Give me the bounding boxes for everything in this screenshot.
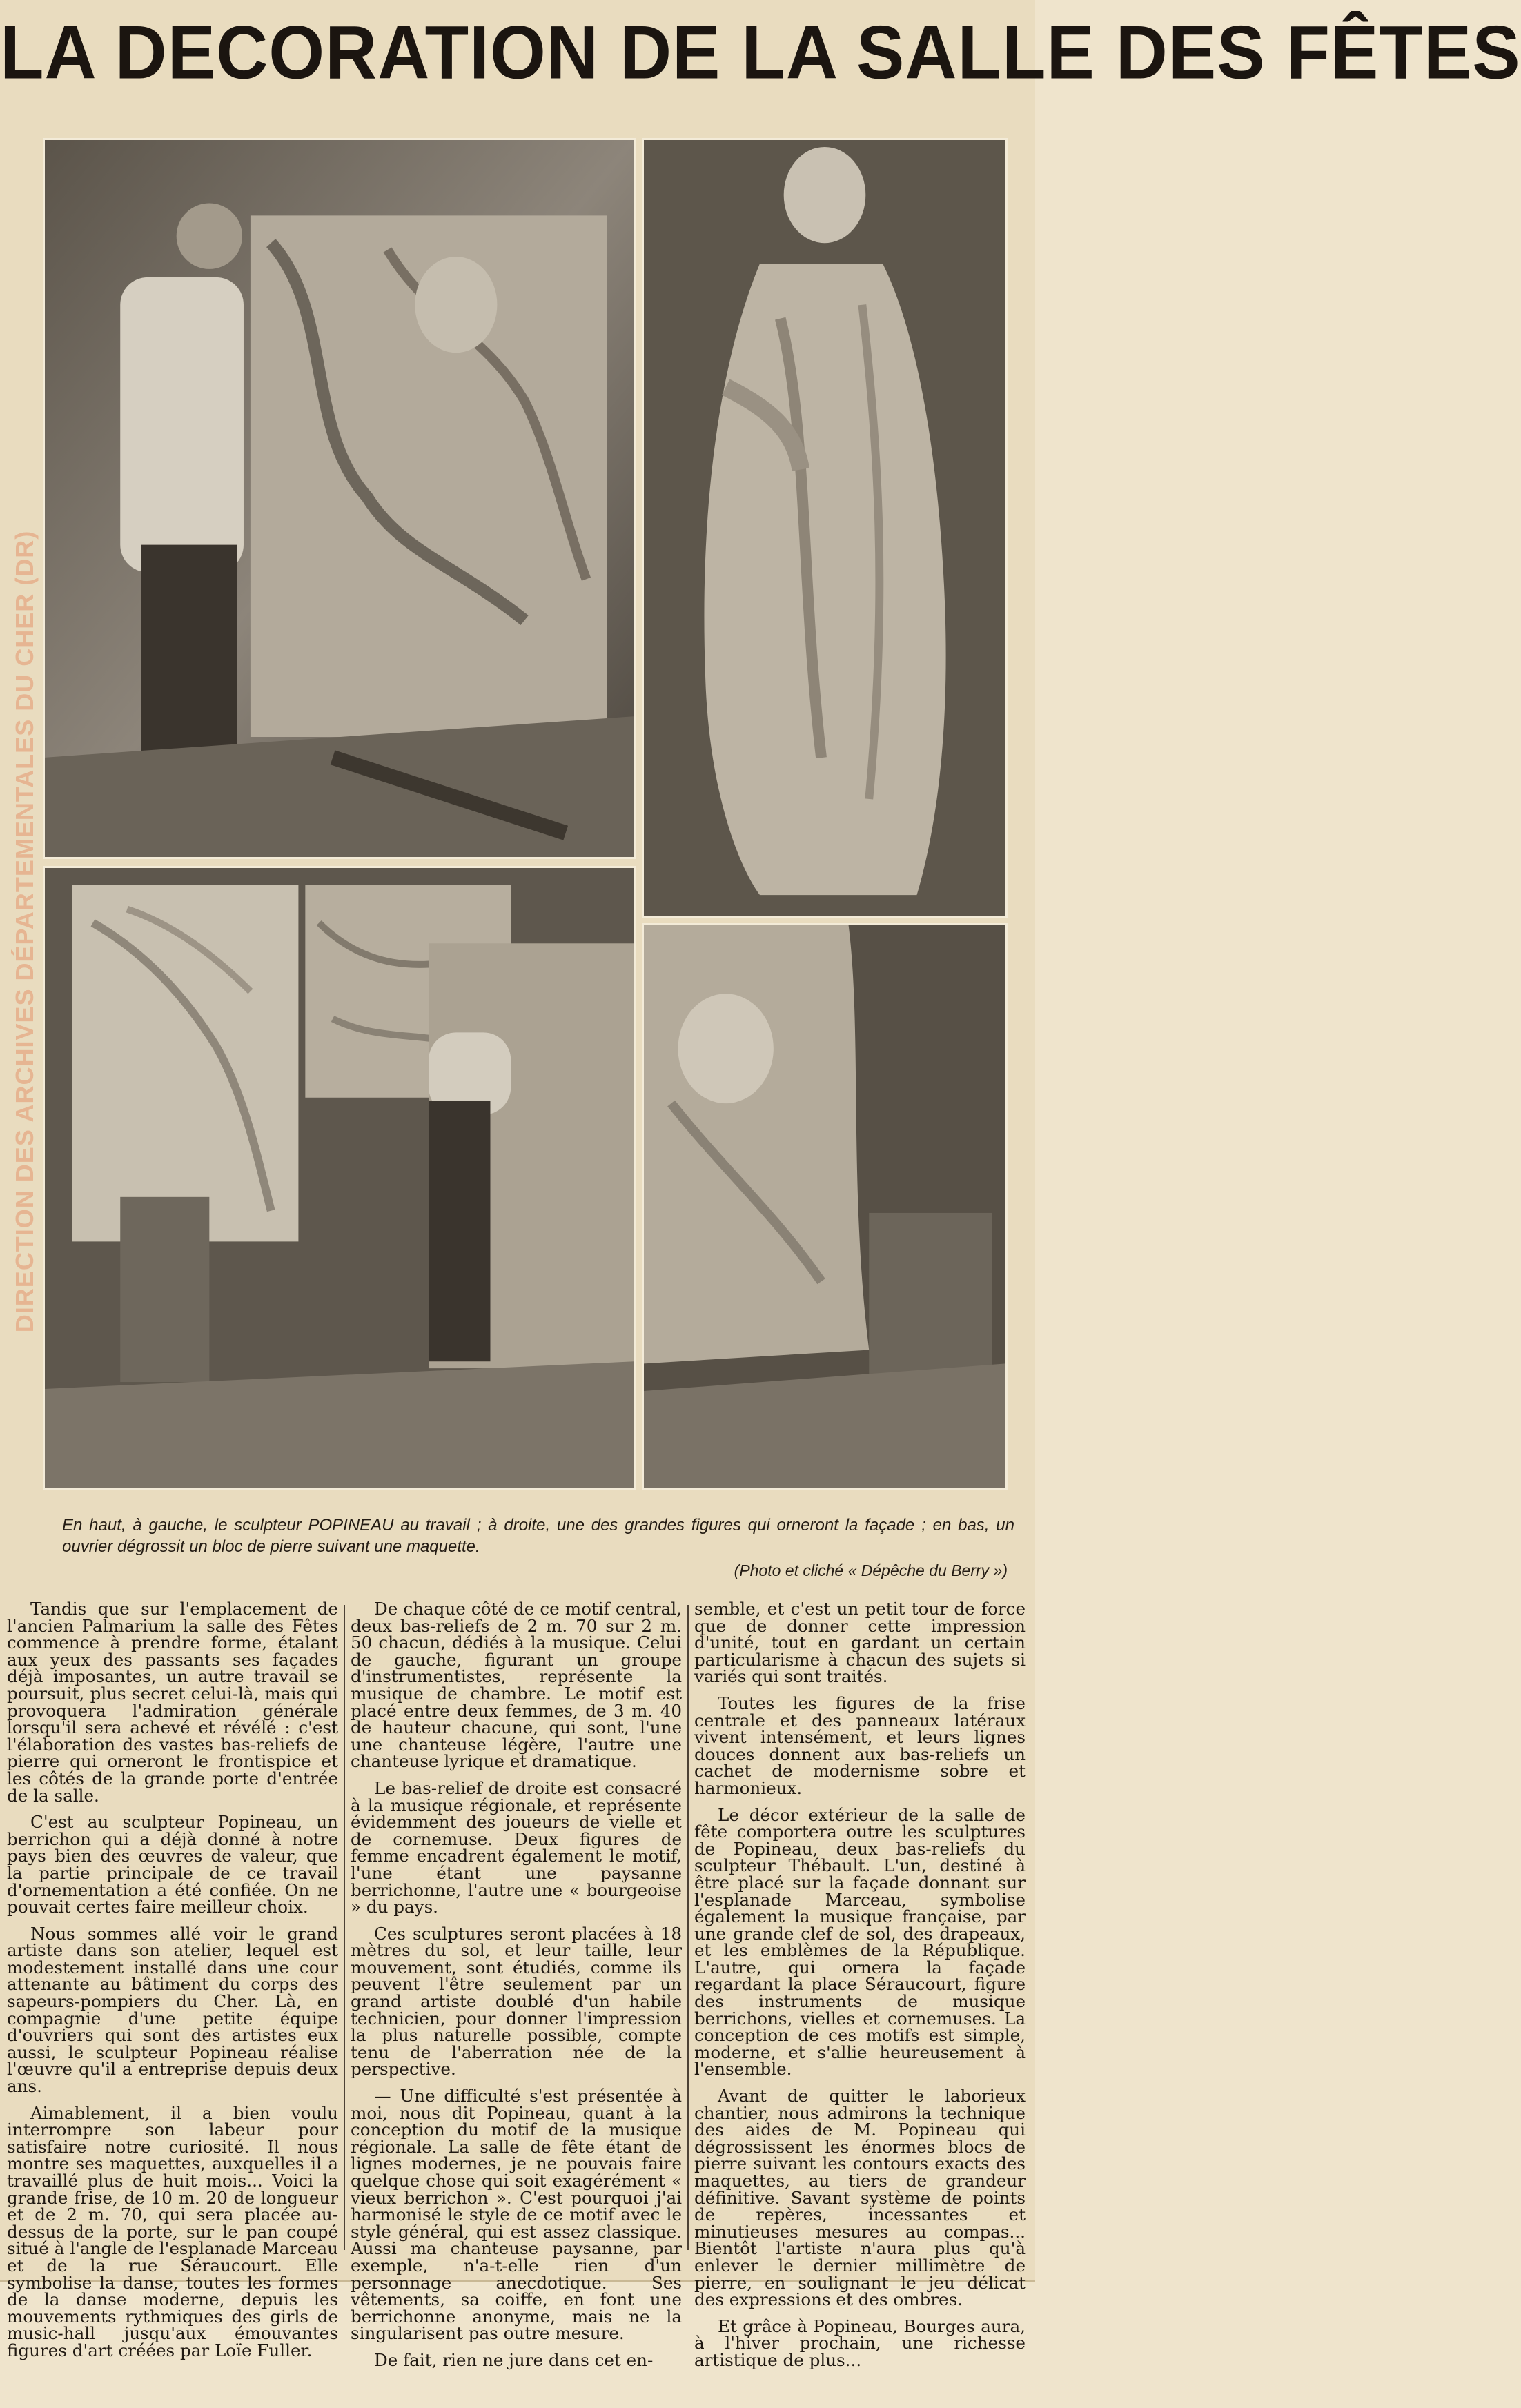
- paragraph: Toutes les figures de la frise centrale et des panneaux latéraux vivent intensément, et leurs lignes douces donnent aux bas-reliefs un cachet de modernisme sobre et harmonieux.: [694, 1692, 1026, 1798]
- photo-caption: En haut, à gauche, le sculpteur POPINEAU au travail ; à droite, une des grandes figures qui orneront la façade ; en bas, un ouvrier dégrossit un bloc de pierre suivant une maquette.: [62, 1516, 1014, 1556]
- paragraph: Tandis que sur l'emplacement de l'ancien Palmarium la salle des Fêtes commence à prendre forme, étalant aux yeux des passants ses façades déjà imposantes, un autre travail se poursuit, plus secret celui-là, mais qui provoquera l'admiration générale lorsqu'il sera achevé et révélé : c'est l'élaboration des vastes bas-reliefs de pierre qui orneront le frontispice et les côtés de la grande porte d'entrée de la salle.: [7, 1599, 338, 1806]
- paragraph: Aimablement, il a bien voulu interrompre son labeur pour satisfaire notre curiosité. Il nous montre ses maquettes, auxquelles il a travaillé plus de huit mois... Voici la grande frise, de 10 m. 20 de longueur et de 2 m. 70, qui sera placée au-dessus de la porte, sur le pan coupé situé à l'angle de l'esplanade Marceau et de la rue Séraucourt. Elle symbolise la danse, toutes les formes de la danse moderne, depuis les mouvements rythmiques des girls de music-hall jusqu'aux émouvantes figures d'art créées par Loïe Fuller.: [7, 2102, 338, 2360]
- paragraph: Ces sculptures seront placées à 18 mètres du sol, et leur taille, leur mouvement, sont étudiés, comme ils peuvent l'être seulement par un grand artiste doublé d'un habile technicien, pour donner l'impression la plus naturelle possible, compte tenu de l'aberration née de la perspective.: [351, 1923, 682, 2080]
- paragraph: semble, et c'est un petit tour de force que de donner cette impression d'unité, tout en gardant un certain particularisme à chacun des sujets si variés qui sont traités.: [694, 1599, 1026, 1687]
- paragraph: — Une difficulté s'est présentée à moi, nous dit Popineau, quant à la conception du motif de la musique régionale. La salle de fête étant de lignes modernes, je ne pouvais faire quelque chose qui soit exagérément « vieux berrichon ». C'est pourquoi j'ai harmonisé le style de ce motif avec le style général, qui est assez classique. Aussi ma chanteuse paysanne, par exemple, n'a-t-elle rien d'un personnage anecdotique. Ses vêtements, sa coiffe, en font une berrichonne anonyme, mais ne la singularisent pas outre mesure.: [351, 2086, 682, 2344]
- photo-worker-carving-right: [642, 923, 1008, 1490]
- column-rule: [344, 1605, 345, 2250]
- paragraph: Le décor extérieur de la salle de fête comportera outre les sculptures de Popineau, deux bas-reliefs du sculpteur Thébault. L'un, destiné à être placé sur la façade donnant sur l'esplanade Marceau, symbolise également la musique française, par une grande clef de sol, des drapeaux, et les emblèmes de la République. L'autre, qui ornera la façade regardant la place Séraucourt, figure des instruments de musique berrichons, vielles et cornemuses. La conception de ces motifs est simple, moderne, et s'allie heureusement à l'ensemble.: [694, 1804, 1026, 2080]
- headline: LA DECORATION DE LA SALLE DES FÊTES: [0, 11, 1521, 95]
- paragraph: Nous sommes allé voir le grand artiste dans son atelier, lequel est modestement installé dans une cour attenante au bâtiment du corps des sapeurs-pompiers du Cher. Là, en compagnie d'une petite équipe d'ouvriers qui sont des artistes eux aussi, le sculpteur Popineau réalise l'œuvre qu'il a entreprise depuis deux ans.: [7, 1923, 338, 2097]
- column-rule: [687, 1605, 689, 2250]
- paragraph: De fait, rien ne jure dans cet en-: [374, 2349, 654, 2370]
- paragraph: Le bas-relief de droite est consacré à la musique régionale, et représente évidemment des joueurs de vielle et de cornemuse. Deux figures de femme encadrent également le motif, l'une étant une paysanne berrichonne, l'autre une « bourgeoise » du pays.: [351, 1777, 682, 1917]
- paragraph: C'est au sculpteur Popineau, un berrichon qui a déjà donné à notre pays bien des œuvres de valeur, que la partie principale de ce travail d'ornementation a été confiée. On ne pouvait certes faire meilleur choix.: [7, 1812, 338, 1917]
- photo-facade-figure: [642, 138, 1008, 918]
- article-column-2: [351, 1601, 682, 2379]
- article-column-3: [694, 1601, 1026, 2379]
- paragraph: De chaque côté de ce motif central, deux bas-reliefs de 2 m. 70 sur 2 m. 50 chacun, dédiés à la musique. Celui de gauche, figurant un groupe d'instrumentistes, représente la musique de chambre. Le motif est placé entre deux femmes, de 3 m. 40 de hauteur chacune, qui sont, l'une une chanteuse légère, l'autre une chanteuse lyrique et dramatique.: [351, 1599, 682, 1772]
- archive-watermark: DIRECTION DES ARCHIVES DÉPARTEMENTALES DU CHER (DR): [10, 530, 39, 1333]
- paragraph: Avant de quitter le laborieux chantier, nous admirons la technique des aides de M. Popineau qui dégrossissent les énormes blocs de pierre suivant les contours exacts des maquettes, au tiers de grandeur définitive. Savant système de points de repères, incessantes et minutieuses mesures au compas... Bientôt l'artiste n'aura plus qu'à enlever le dernier millimètre de pierre, en soulignant le jeu délicat des expressions et des ombres.: [694, 2086, 1026, 2310]
- photo-worker-carving: [43, 866, 636, 1490]
- photo-credit: (Photo et cliché « Dépêche du Berry »): [734, 1561, 1008, 1579]
- paragraph: Et grâce à Popineau, Bourges aura, à l'hiver prochain, une richesse artistique de plus...: [694, 2316, 1026, 2370]
- photo-sculptor-at-work: [43, 138, 636, 859]
- article-column-1: [7, 1601, 338, 2369]
